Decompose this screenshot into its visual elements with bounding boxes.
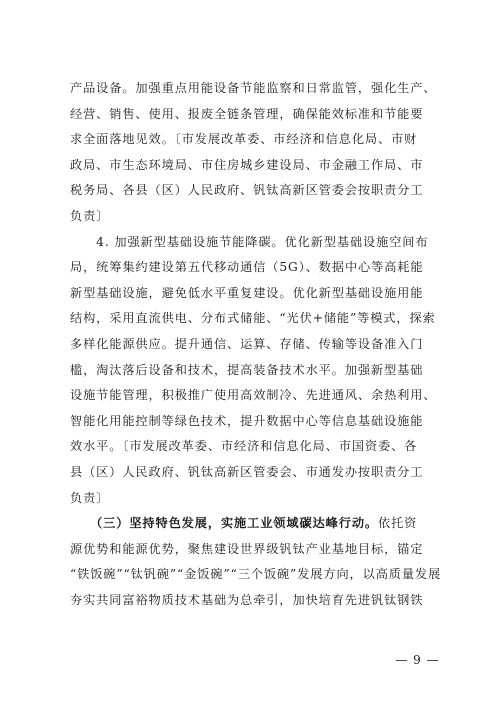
text-line: 源优势和能源优势，聚焦建设世界级钒钛产业基地目标，锚定 — [70, 541, 424, 556]
heading-line-rest: 依托资 — [378, 516, 418, 531]
text-line: 多样化能源供应。提升通信、运算、存储、传输等设备准入门 — [70, 336, 424, 351]
text-line: 税务局、各县（区）人民政府、钒钛高新区管委会按职责分工 — [70, 183, 424, 198]
text-line: 4. 加强新型基础设施节能降碳。优化新型基础设施空间布 — [70, 234, 429, 249]
paragraph-1 — [70, 76, 437, 230]
section-heading: （三）坚持特色发展，实施工业领域碳达峰行动。 — [70, 516, 378, 531]
text-line: 结构，采用直流供电、分布式储能、“光伏+储能”等模式，探索 — [70, 311, 436, 326]
text-line: 经营、销售、使用、报废全链条管理，确保能效标准和节能要 — [70, 106, 424, 121]
text-line: “铁饭碗”“钛钒碗”“金饭碗”“三个饭碗”发展方向，以高质量发展 — [70, 567, 442, 582]
text-line: 智能化用能控制等绿色技术，提升数据中心等信息基础设施能 — [70, 413, 424, 428]
text-line: 设施节能管理，积极推广使用高效制冷、先进通风、余热利用、 — [70, 388, 437, 403]
text-line: 县（区）人民政府、钒钛高新区管委会、市通发办按职责分工 — [70, 464, 424, 479]
text-line: 负责〕 — [70, 490, 110, 505]
text-line: 负责〕 — [70, 208, 110, 223]
text-line: 求全面落地见效。〔市发展改革委、市经济和信息化局、市财 — [70, 132, 418, 147]
text-line: 产品设备。加强重点用能设备节能监察和日常监管，强化生产、 — [70, 81, 437, 95]
text-line: 政局、市生态环境局、市住房城乡建设局、市金融工作局、市 — [70, 157, 424, 172]
paragraph-2 — [70, 230, 437, 512]
text-line: 新型基础设施，避免低水平重复建设。优化新型基础设施用能 — [70, 285, 424, 300]
text-line: 效水平。〔市发展改革委、市经济和信息化局、市国资委、各 — [70, 439, 418, 454]
page-number: — 9 — — [395, 653, 440, 667]
document-page — [70, 76, 442, 613]
text-line: 局，统筹集约建设第五代移动通信（5G）、数据中心等高耗能 — [70, 260, 424, 275]
text-line: 槛，淘汰落后设备和技术，提高装备技术水平。加强新型基础 — [70, 362, 424, 377]
text-line: 夯实共同富裕物质技术基础为总牵引，加快培育先进钒钛钢铁 — [70, 592, 424, 607]
paragraph-3 — [70, 511, 442, 613]
text-line — [70, 511, 434, 537]
